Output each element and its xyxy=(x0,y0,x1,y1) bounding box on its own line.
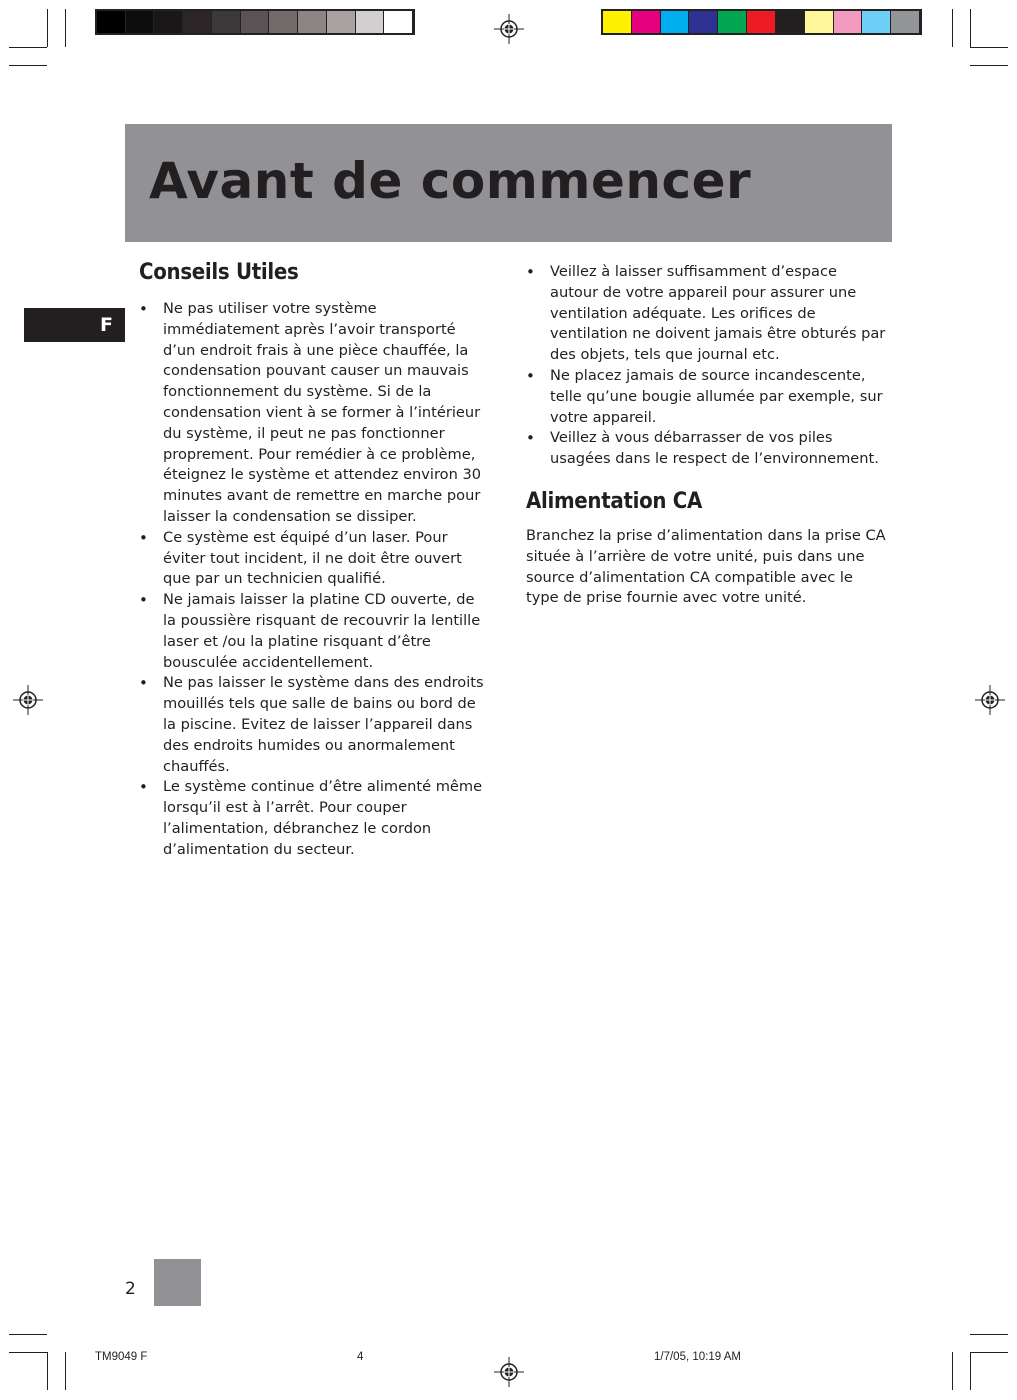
color-swatch xyxy=(212,11,241,33)
color-swatch xyxy=(269,11,298,33)
list-item: • Ne placez jamais de source incandescente, telle qu’une bougie allumée par exemple, sur votre appareil. xyxy=(526,366,888,428)
color-swatch xyxy=(97,11,126,33)
color-swatch xyxy=(689,11,718,33)
list-item: • Ne pas laisser le système dans des endroits mouillés tels que salle de bains ou bord de la piscine. Evitez de laisser l’appareil dans des endroits humides ou anormalement chauffés. xyxy=(139,673,489,777)
registration-mark-icon xyxy=(494,1357,524,1387)
right-column xyxy=(526,262,888,609)
power-heading: Alimentation CA xyxy=(526,488,703,514)
slug-page: 4 xyxy=(357,1351,364,1363)
color-swatch xyxy=(126,11,155,33)
list-item: • Ne pas utiliser votre système immédiatement après l’avoir transporté d’un endroit frais à une pièce chauffée, la condensation pouvant causer un mauvais fonctionnement du système. Si de la condensation vient à se former à l’intérieur du système, il peut ne pas fonctionner proprement. Pour remédier à ce problème, éteignez le système et attendez environ 30 minutes avant de remettre en marche pour laisser la condensation se dissiper. xyxy=(139,299,489,528)
color-swatch xyxy=(298,11,327,33)
page-number: 2 xyxy=(125,1279,136,1299)
power-body: Branchez la prise d’alimentation dans la prise CA située à l’arrière de votre unité, puis dans une source d’alimentation CA compatible avec le type de prise fournie avec votre unité. xyxy=(526,526,886,607)
tips-list-left xyxy=(139,299,489,861)
language-tab xyxy=(24,308,125,342)
slug-date: 1/7/05, 10:19 AM xyxy=(654,1351,741,1363)
list-item: • Le système continue d’être alimenté même lorsqu’il est à l’arrêt. Pour couper l’alimentation, débranchez le cordon d’alimentation du secteur. xyxy=(139,777,489,860)
color-swatch xyxy=(862,11,891,33)
color-swatch xyxy=(384,11,413,33)
tips-heading: Conseils Utiles xyxy=(139,260,299,285)
list-item: • Veillez à vous débarrasser de vos piles usagées dans le respect de l’environnement. xyxy=(526,428,888,470)
color-calibration-bar xyxy=(601,9,922,35)
header-band xyxy=(125,124,892,242)
list-item: • Ne jamais laisser la platine CD ouverte, de la poussière risquant de recouvrir la lentille laser et /ou la platine risquant d’être bousculée accidentellement. xyxy=(139,590,489,673)
registration-mark-icon xyxy=(13,685,43,715)
color-swatch xyxy=(661,11,690,33)
list-item: • Veillez à laisser suffisamment d’espace autour de votre appareil pour assurer une ventilation adéquate. Les orifices de ventilation ne doivent jamais être obturés par des objets, tels que journal etc. xyxy=(526,262,888,366)
color-swatch xyxy=(891,11,920,33)
slug-file: TM9049 F xyxy=(95,1351,148,1363)
grayscale-calibration-bar xyxy=(95,9,415,35)
color-swatch xyxy=(356,11,385,33)
registration-mark-icon xyxy=(494,14,524,44)
color-swatch xyxy=(805,11,834,33)
color-swatch xyxy=(718,11,747,33)
tips-list-right xyxy=(526,262,888,470)
language-tab-label: F xyxy=(100,314,113,336)
left-column xyxy=(139,260,489,861)
color-swatch xyxy=(327,11,356,33)
page-title: Avant de commencer xyxy=(149,152,752,210)
color-swatch xyxy=(834,11,863,33)
color-swatch xyxy=(632,11,661,33)
registration-mark-icon xyxy=(975,685,1005,715)
color-swatch xyxy=(776,11,805,33)
color-swatch xyxy=(241,11,270,33)
color-swatch xyxy=(154,11,183,33)
list-item: • Ce système est équipé d’un laser. Pour éviter tout incident, il ne doit être ouvert que par un technicien qualifié. xyxy=(139,528,489,590)
color-swatch xyxy=(183,11,212,33)
page-number-box xyxy=(154,1259,201,1306)
color-swatch xyxy=(603,11,632,33)
color-swatch xyxy=(747,11,776,33)
